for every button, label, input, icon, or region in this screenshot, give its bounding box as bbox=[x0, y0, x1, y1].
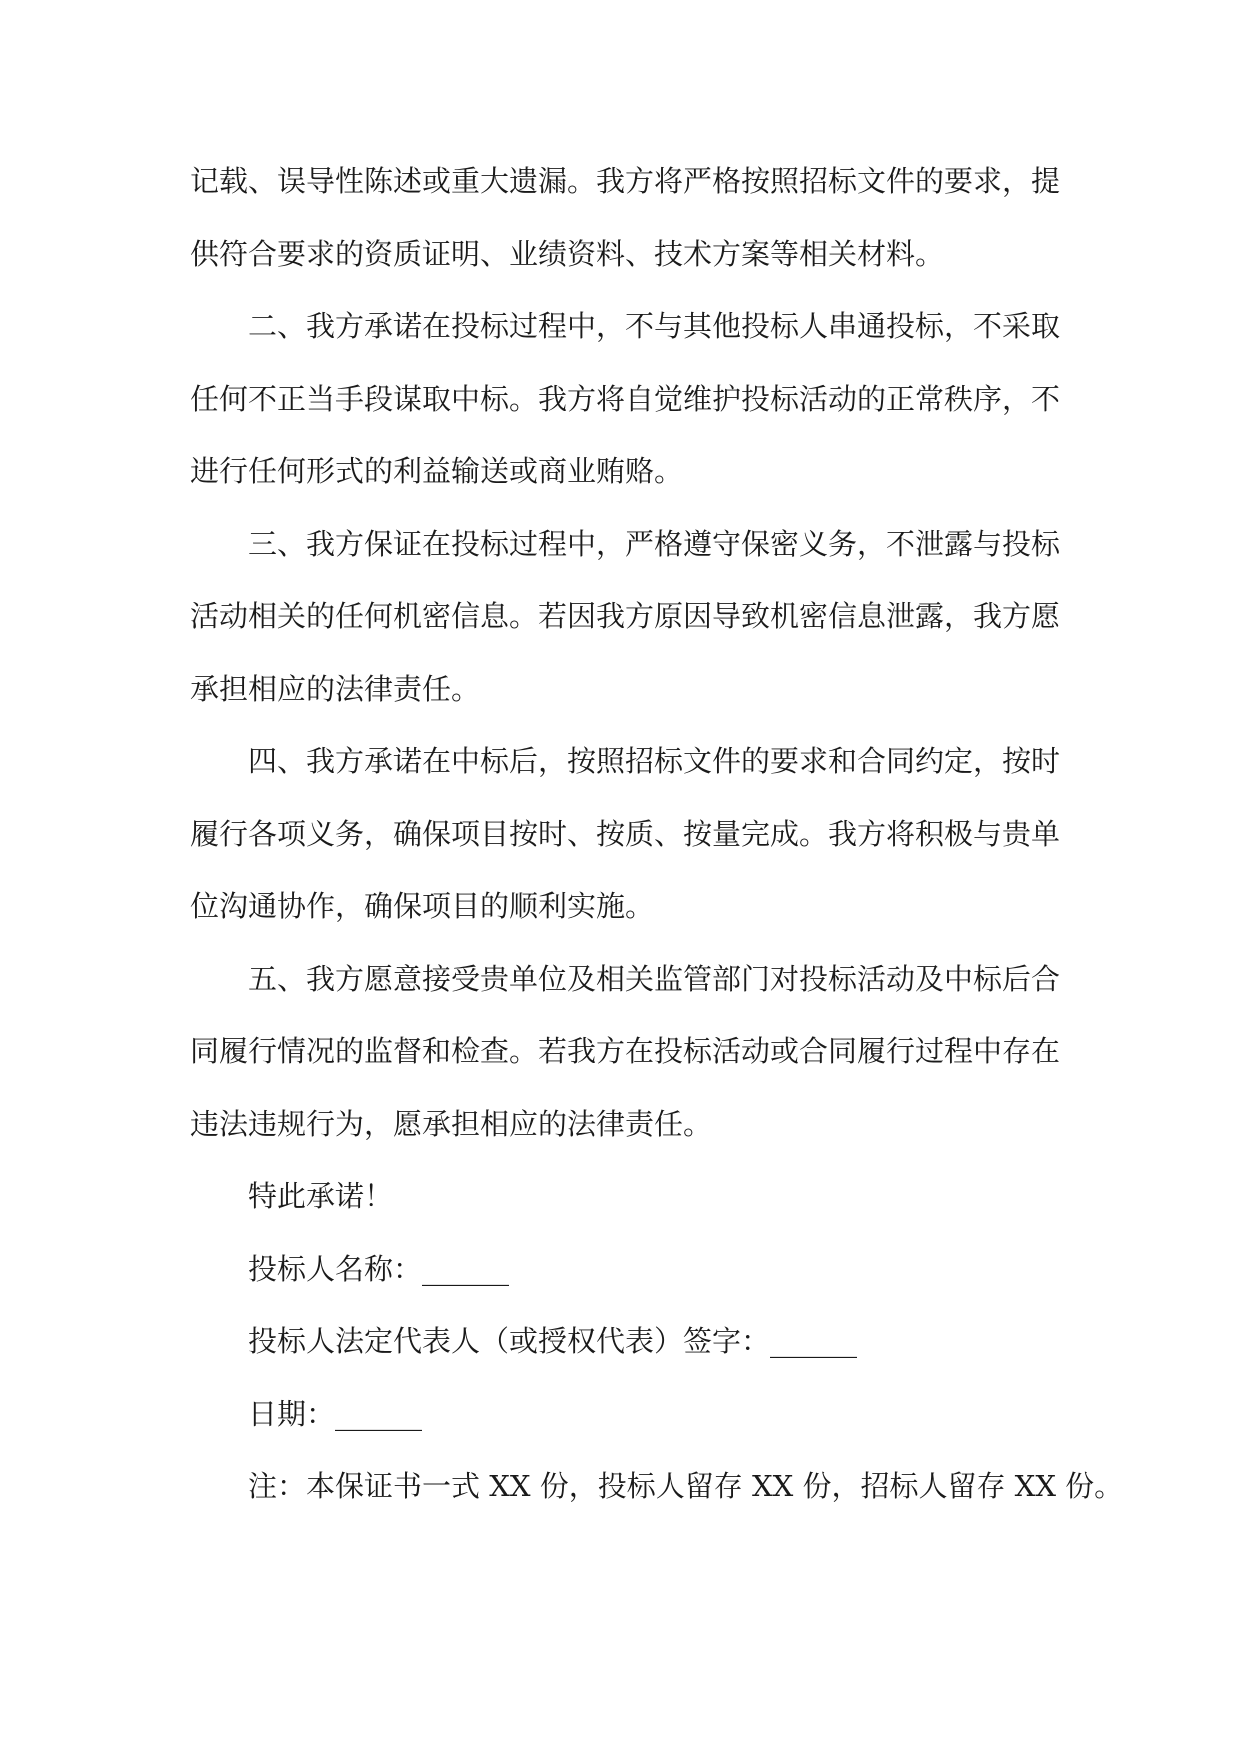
bidder-name-line bbox=[190, 1233, 1060, 1306]
signature-line bbox=[190, 1305, 1060, 1378]
signature-label: 投标人法定代表人（或授权代表）签字： bbox=[248, 1324, 771, 1358]
date-label: 日期： bbox=[248, 1396, 336, 1431]
paragraph-clause-5: 五、我方愿意接受贵单位及相关监管部门对投标活动及中标后合同履行情况的监督和检查。若我方在投标活动或合同履行过程中存在违法违规行为，愿承担相应的法律责任。 bbox=[190, 961, 1061, 1141]
date-blank: ______ bbox=[335, 1396, 423, 1431]
paragraph-continuation: 记载、误导性陈述或重大遗漏。我方将严格按照招标文件的要求，提供符合要求的资质证明、业绩资料、技术方案等相关材料。 bbox=[190, 164, 1061, 271]
copies-note: 注：本保证书一式 XX 份，投标人留存 XX 份，招标人留存 XX 份。 bbox=[248, 1469, 1124, 1503]
paragraph-clause-4: 四、我方承诺在中标后，按照招标文件的要求和合同约定，按时履行各项义务，确保项目按时、按质、按量完成。我方将积极与贵单位沟通协作，确保项目的顺利实施。 bbox=[190, 744, 1061, 923]
bidder-name-label: 投标人名称： bbox=[248, 1251, 423, 1286]
date-line bbox=[190, 1378, 1060, 1451]
paragraph-clause-3: 三、我方保证在投标过程中，严格遵守保密义务，不泄露与投标活动相关的任何机密信息。若因我方原因导致机密信息泄露，我方愿承担相应的法律责任。 bbox=[190, 526, 1061, 706]
paragraph-clause-2: 二、我方承诺在投标过程中，不与其他投标人串通投标，不采取任何不正当手段谋取中标。我方将自觉维护投标活动的正常秩序，不进行任何形式的利益输送或商业贿赂。 bbox=[190, 309, 1061, 488]
bidder-name-blank: ______ bbox=[422, 1251, 510, 1286]
document-body bbox=[190, 145, 1124, 1523]
signature-blank: ______ bbox=[770, 1324, 858, 1358]
closing-statement: 特此承诺！ bbox=[248, 1179, 394, 1213]
